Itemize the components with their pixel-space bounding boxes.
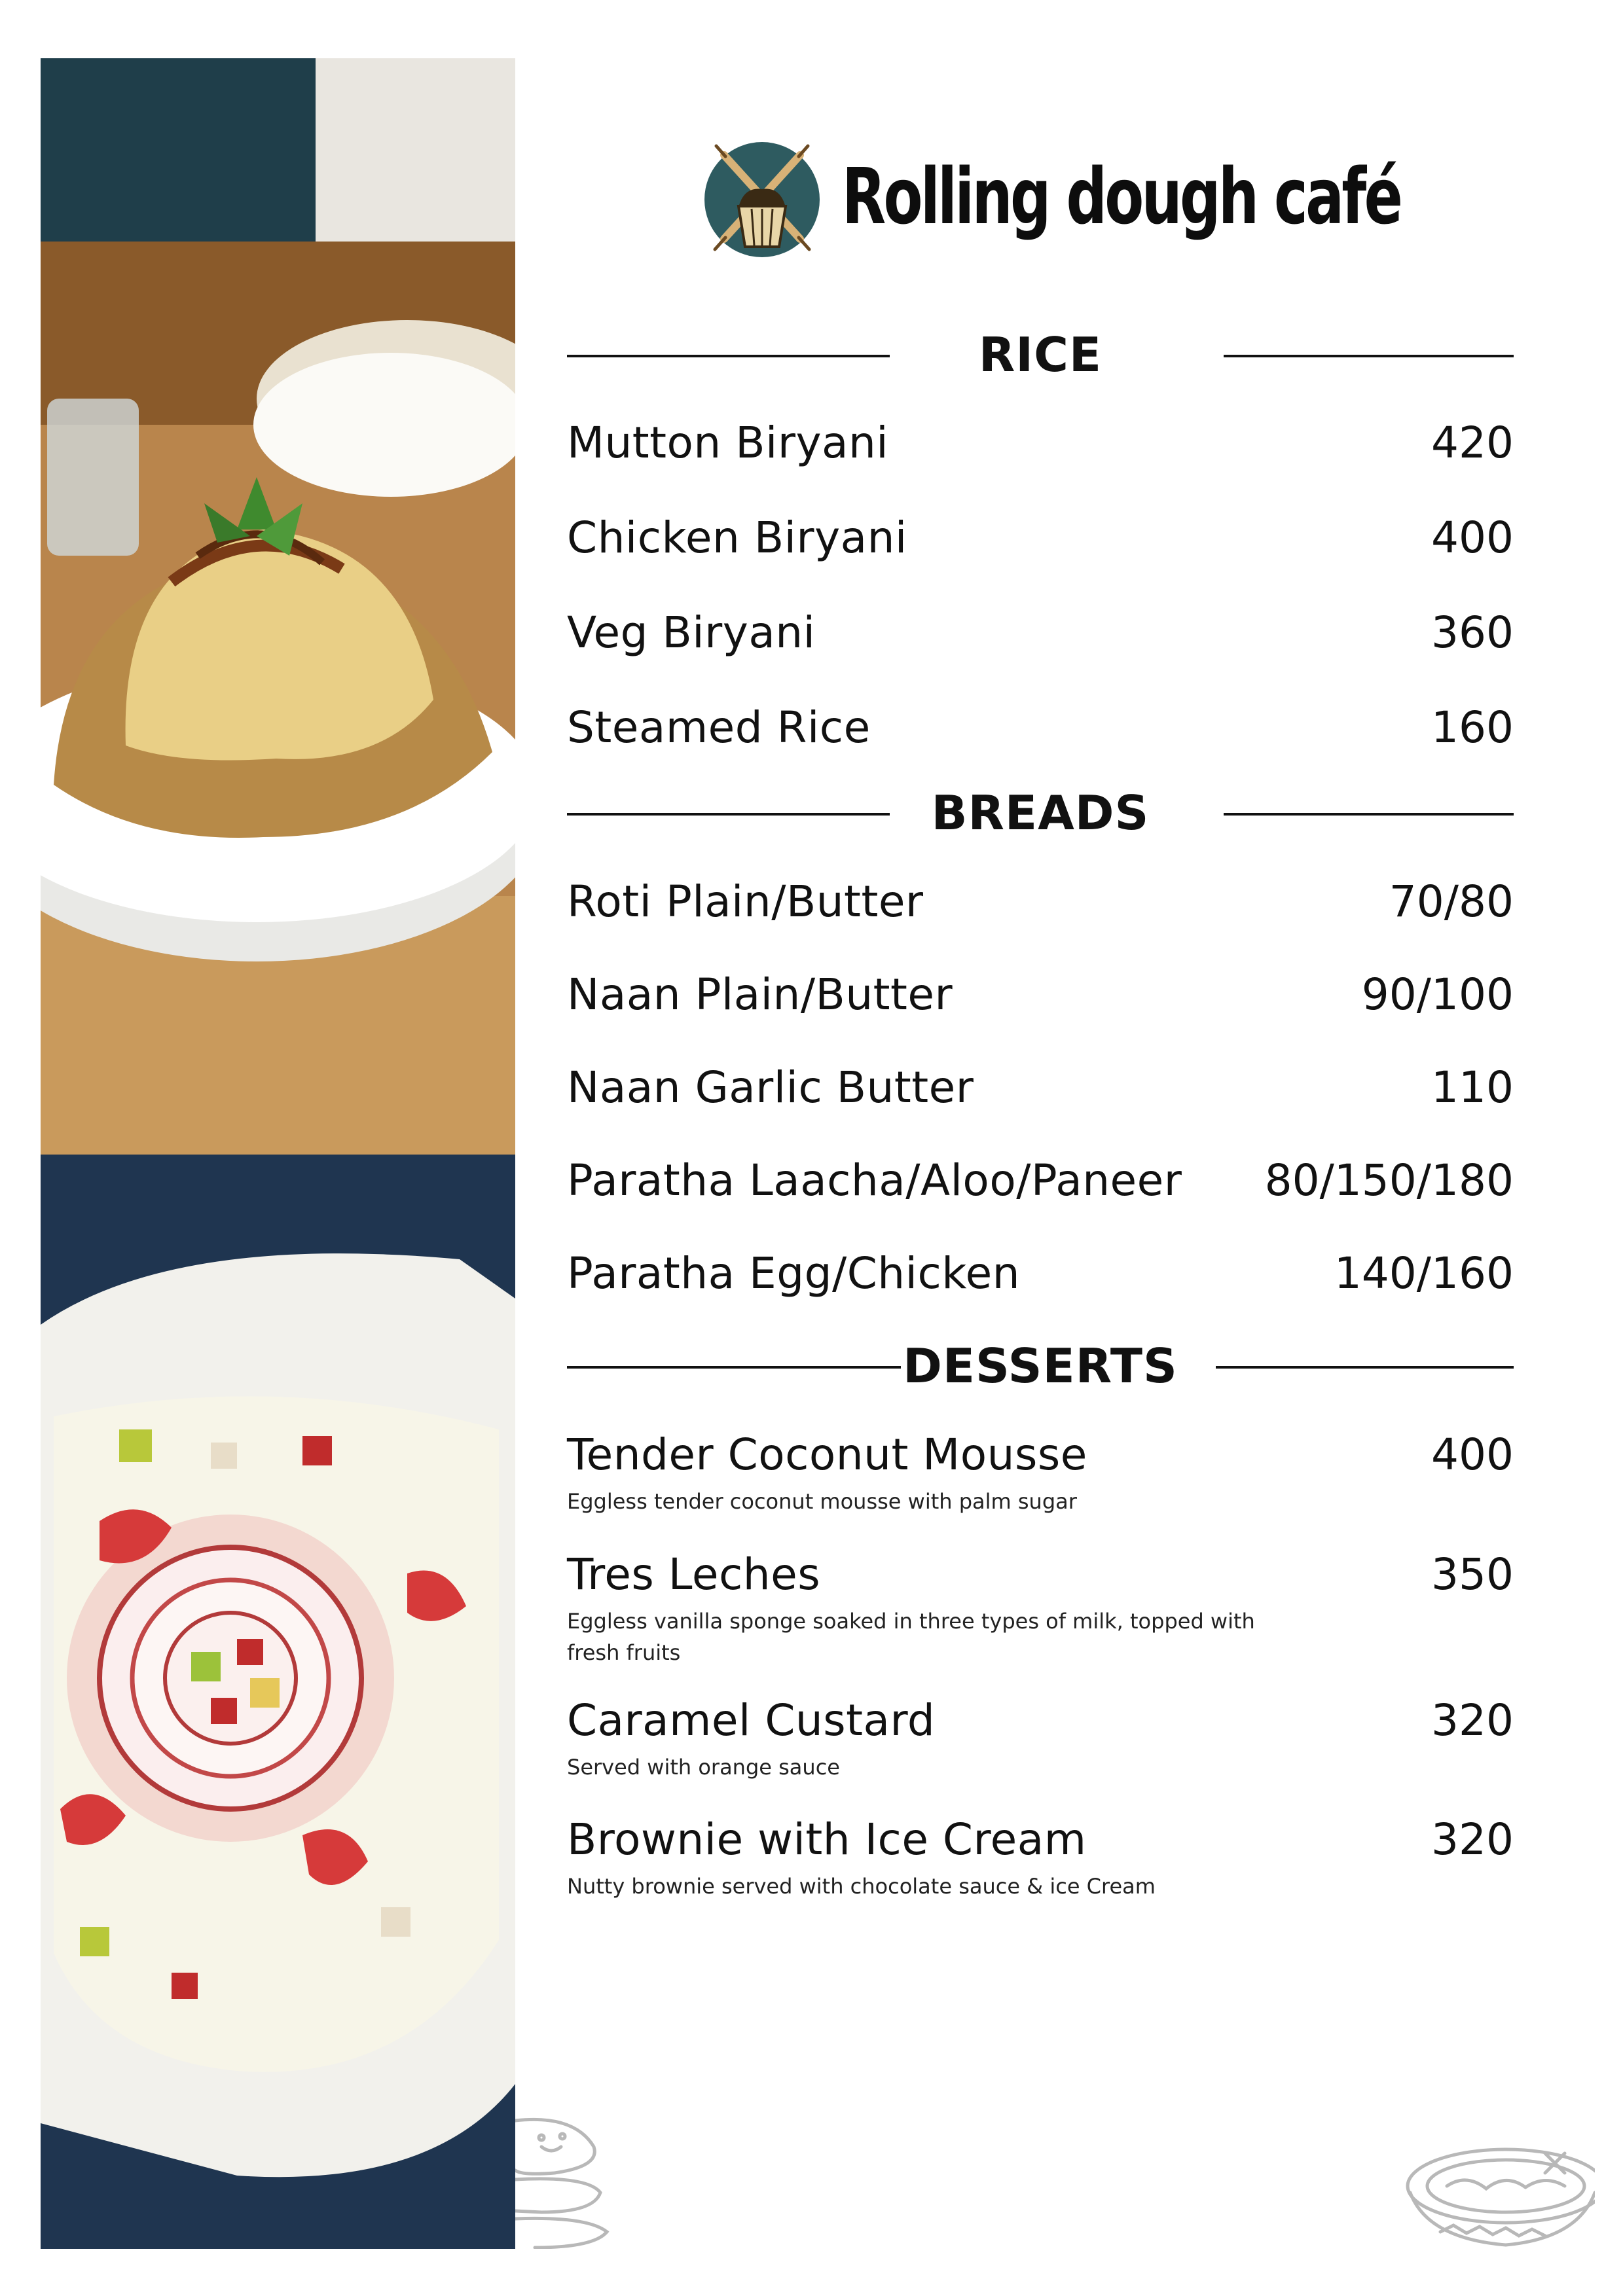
item-price: 400 xyxy=(1431,1429,1514,1480)
item-name: Caramel Custard xyxy=(567,1695,936,1746)
item-name: Naan Garlic Butter xyxy=(567,1062,974,1113)
item-name: Chicken Biryani xyxy=(567,512,907,563)
item-name: Tender Coconut Mousse xyxy=(567,1429,1087,1480)
dessert-photo-illustration xyxy=(41,1155,515,2249)
item-price: 90/100 xyxy=(1361,969,1514,1020)
pancake-stack-sketch-icon xyxy=(515,2108,613,2249)
item-name: Mutton Biryani xyxy=(567,418,889,468)
section-title: RICE xyxy=(978,327,1103,382)
item-price: 160 xyxy=(1431,702,1514,753)
menu-item xyxy=(567,509,1514,574)
item-description: Nutty brownie served with chocolate sauce & ice Cream xyxy=(567,1874,1156,1899)
item-name: Veg Biryani xyxy=(567,607,816,658)
item-description: Eggless vanilla sponge soaked in three types of milk, topped with fresh fruits xyxy=(567,1609,1255,1665)
item-price: 400 xyxy=(1431,512,1514,563)
item-price: 140/160 xyxy=(1334,1248,1514,1299)
item-price: 70/80 xyxy=(1389,876,1514,927)
item-name: Paratha Egg/Chicken xyxy=(567,1248,1021,1299)
header-rule-right xyxy=(1216,1366,1514,1369)
menu-item xyxy=(567,1426,1514,1524)
menu-item xyxy=(567,603,1514,669)
header-rule-right xyxy=(1224,813,1514,816)
tres-leches-dessert-image xyxy=(41,1155,515,2249)
item-price: 420 xyxy=(1431,418,1514,468)
section-header-rice xyxy=(567,322,1514,387)
header-rule-right xyxy=(1224,355,1514,357)
brand-header xyxy=(704,134,1425,265)
section-title: DESSERTS xyxy=(903,1338,1178,1393)
brand-name: Rolling dough café xyxy=(842,151,1401,242)
menu-item xyxy=(567,1151,1514,1217)
item-description: Eggless tender coconut mousse with palm sugar xyxy=(567,1489,1077,1514)
item-name: Naan Plain/Butter xyxy=(567,969,953,1020)
menu-item xyxy=(567,698,1514,764)
section-header-breads xyxy=(567,780,1514,846)
menu-item xyxy=(567,872,1514,938)
menu-item xyxy=(567,414,1514,479)
item-name: Tres Leches xyxy=(567,1549,821,1600)
section-title: BREADS xyxy=(931,785,1150,840)
item-description: Served with orange sauce xyxy=(567,1755,840,1780)
menu-item xyxy=(567,1545,1514,1670)
item-price: 350 xyxy=(1431,1549,1514,1600)
menu-item xyxy=(567,1691,1514,1789)
section-header-desserts xyxy=(567,1333,1514,1399)
menu-item xyxy=(567,1810,1514,1909)
item-price: 320 xyxy=(1431,1695,1514,1746)
item-name: Steamed Rice xyxy=(567,702,871,753)
item-name: Brownie with Ice Cream xyxy=(567,1814,1087,1865)
item-name: Roti Plain/Butter xyxy=(567,876,924,927)
rolling-pin-muffin-icon xyxy=(704,134,820,262)
biryani-dish-image xyxy=(41,58,515,1155)
bowl-sketch-icon xyxy=(1401,2140,1595,2249)
menu-item xyxy=(567,965,1514,1031)
menu-item xyxy=(567,1244,1514,1310)
item-name: Paratha Laacha/Aloo/Paneer xyxy=(567,1155,1182,1206)
biryani-photo-illustration xyxy=(41,58,515,1155)
item-price: 320 xyxy=(1431,1814,1514,1865)
menu-item xyxy=(567,1058,1514,1124)
item-price: 110 xyxy=(1431,1062,1514,1113)
item-price: 360 xyxy=(1431,607,1514,658)
item-price: 80/150/180 xyxy=(1264,1155,1514,1206)
